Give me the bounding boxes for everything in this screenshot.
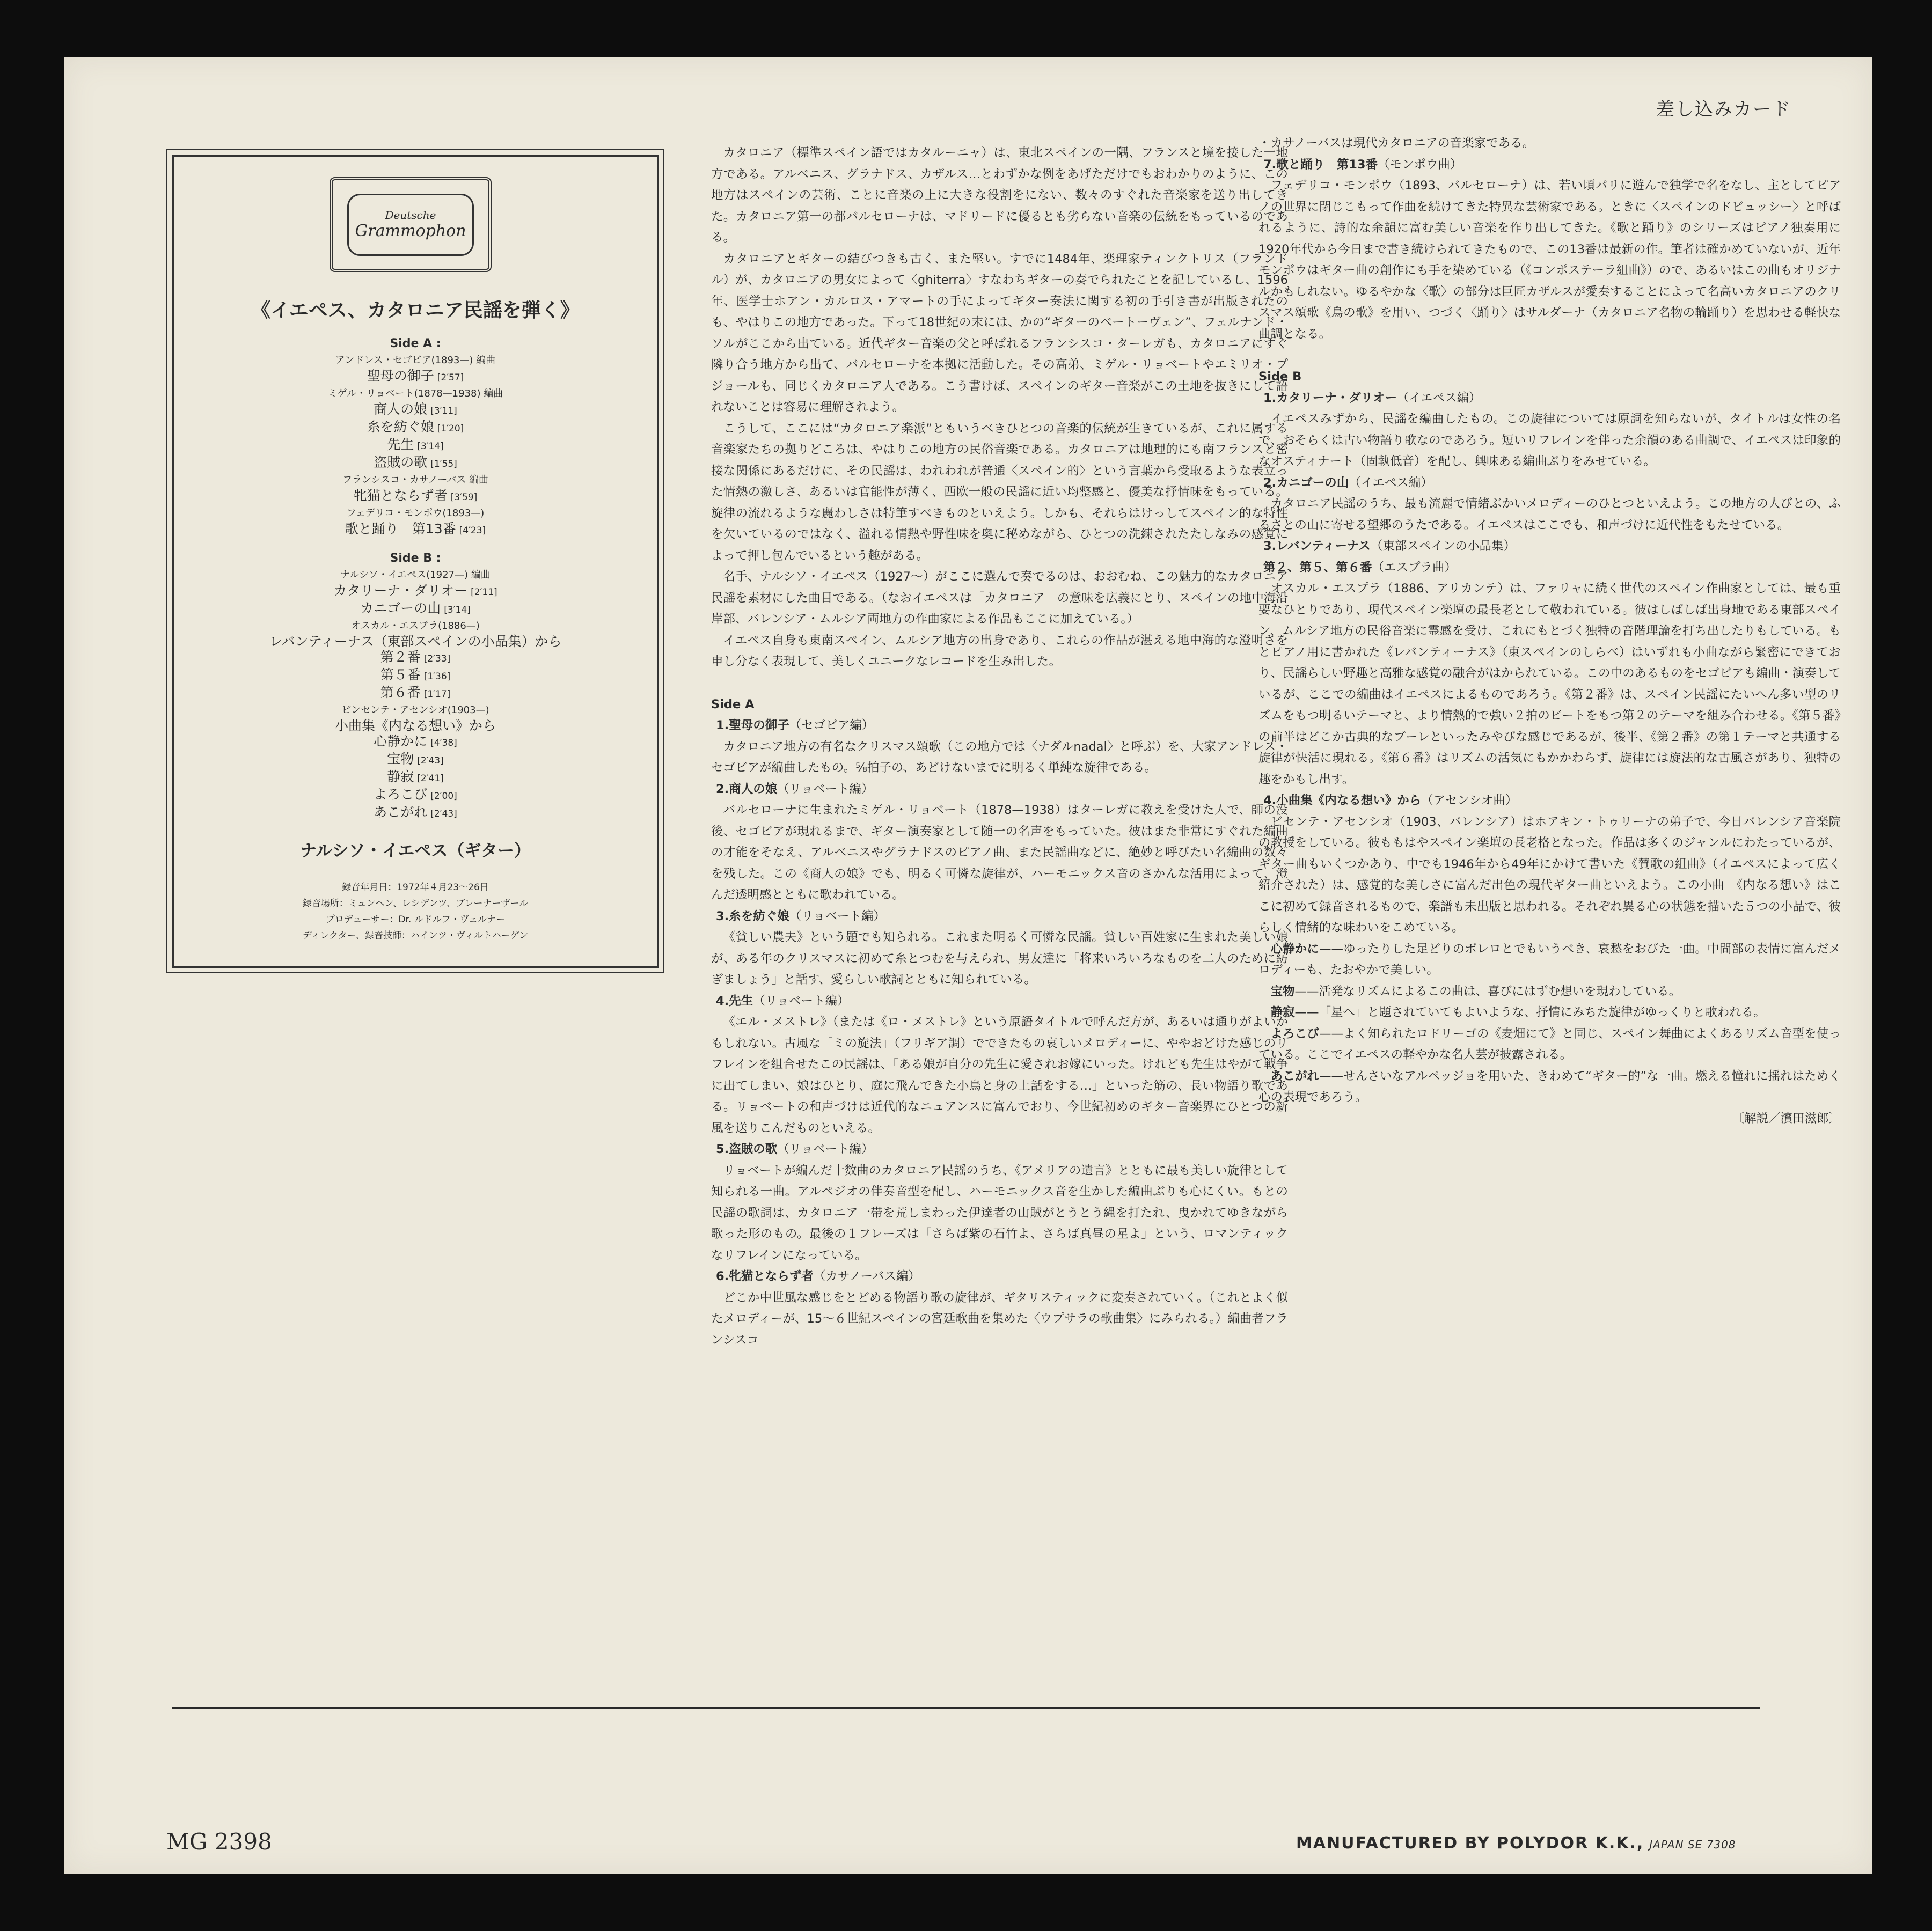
tracklist-piece [174,521,657,539]
tracklist-piece [174,685,657,702]
movement-title: あこがれ [1270,1069,1319,1083]
tracklist-arranger-text: フランシスコ・カサノーバス 編曲 [342,474,489,486]
tracklist-arranger-text: アンドレス・セゴビア(1893—) 編曲 [335,355,496,366]
section-heading [711,1266,1288,1288]
movement-title: 心静かに [1270,942,1320,956]
side-heading: Side A [711,697,755,711]
section-heading [711,906,1288,928]
section-title: 3.レバンティーナス [1263,539,1371,553]
tracklist-box [172,155,659,968]
tracklist-arranger [174,618,657,634]
section-heading [1258,473,1841,494]
paragraph: 名手、ナルシソ・イエペス（1927〜）がここに選んで奏でるのは、おおむね、この魅力的なカタロニア民謡を素材にした曲目である。（なおイエペスは「カタロニア」の意味を広義にとり、スペインの地中海沿岸部、バレンシア・ムルシア両地方の作曲家による作品もここに加えている。） [711,570,1288,626]
tracklist-piece [174,634,657,649]
tracklist-arranger-text: ビンセンテ・アセンシオ(1903—) [341,704,489,716]
manufacturer-name: MANUFACTURED BY POLYDOR K.K., [1296,1834,1644,1853]
tracklist-piece-text: 小曲集《内なる想い》から [334,718,496,733]
tracklist-piece [174,454,657,472]
track-duration: [1′17] [423,689,451,700]
tracklist-piece-text: カタリーナ・ダリオー [333,583,468,598]
movement-paragraph [1258,981,1841,1003]
track-duration: [2′00] [430,791,457,802]
section-title: 3.糸を紡ぐ娘 [716,909,789,923]
section-heading [1258,536,1841,557]
tracklist-piece-text: カニゴーの山 [360,600,441,616]
section-heading [1258,388,1841,409]
tracklist-gap [174,539,657,548]
tracklist-side [174,550,657,566]
movement-paragraph [1258,1002,1841,1024]
tracklist-piece [174,667,657,685]
manufacturer-code: JAPAN SE 7308 [1649,1838,1736,1851]
tracklist-arranger [174,702,657,718]
logo-line-1: Deutsche [385,209,436,222]
tracklist-piece-text: 商人の娘 [374,401,428,417]
tracklist-piece-text: 第２番 [380,649,421,665]
movement-text: ——よく知られたロドリーゴの《麦畑にて》と同じ、スペイン舞曲によくあるリズム音型を使っている。ここでイエペスの軽やかな名人芸が披露される。 [1258,1026,1841,1062]
movement-title: 宝物 [1270,984,1295,998]
recording-credits [174,879,657,944]
tracklist-arranger-text: オスカル・エスプラ(1886—) [351,620,480,632]
paragraph: カタロニア（標準スペイン語ではカタルーニャ）は、東北スペインの一隅、フランスと境を接した一地方である。アルベニス、グラナドス、カザルス…とわずかな例をあげただけでもおわかりのように、この地方はスペインの芸術、ことに音楽の上に大きな役割をにない、数々のすぐれた音楽家を送り出してきた。カタロニア第一の都バルセローナは、マドリードに優るとも劣らない音楽の伝統をもっているのである。 [711,146,1288,245]
recording-credit: 録音場所：ミュンヘン、レシデンツ、ブレーナーザール [302,898,529,909]
track-duration: [1′20] [437,423,464,434]
tracklist-arranger-text: ナルシソ・イエペス(1927—) 編曲 [340,569,491,581]
tracklist-side-text: Side B : [390,552,441,565]
movement-paragraph [1258,939,1841,981]
tracklist-piece-text: 歌と踊り 第13番 [345,521,456,537]
tracklist-arranger [174,386,657,401]
section-title: 4.小曲集《内なる想い》から [1263,794,1422,807]
tracklist-piece [174,718,657,733]
tracklist-piece-text: 静寂 [387,769,414,784]
catalog-number: MG 2398 [166,1829,272,1855]
section-heading [1258,155,1841,176]
section-subtitle: （東部スペインの小品集） [1370,539,1516,553]
track-duration: [1′55] [430,459,457,469]
section-heading [711,779,1288,801]
track-duration: [1′36] [423,671,451,682]
tracklist-piece-text: レバンティーナス（東部スペインの小品集）から [269,634,562,649]
section-heading [711,991,1288,1012]
paragraph: どこか中世風な感じをとどめる物語り歌の旋律が、ギタリスティックに変奏されていく。（これとよく似たメロディーが、15〜６世紀スペインの宮廷歌曲を集めた〈ウプサラの歌曲集〉にみられる。）編曲者フランシスコ [711,1290,1288,1347]
manufacturer-line [1296,1834,1736,1853]
section-heading [1258,790,1841,812]
tracklist-piece-text: 心静かに [374,733,428,749]
track-duration: [4′38] [430,738,457,748]
section-title: 6.牝猫とならず者 [716,1269,814,1283]
tracklist-piece [174,751,657,769]
liner-notes-column-2 [1258,133,1841,1129]
paragraph: カタロニアとギターの結びつきも古く、また堅い。すでに1484年、楽理家ティンクトリス（フランドル）が、カタロニアの男女によって〈ghiterra〉すなわちギターの奏でられたことを記しているし、1596年、医学士ホアン・カルロス・アマートの手によってギター奏法に関する初の手引き書が出版されたのも、やはりこの地方であった。下って18世紀の末には、かの“ギターのベートーヴェン”、フェルナンド・ソルがここから出ている。近代ギター音楽の父と呼ばれるフランシスコ・ターレガも、カタロニアにすぐ隣り合う地方から出て、バルセローナを本拠に活動した。その高弟、ミゲル・リョベートやエミリオ・プジョールも、同じくカタロニア人である。こう書けば、スペインのギター音楽がこの土地を抜きにして語れないことは容易に理解されよう。 [711,252,1288,414]
tracklist-arranger [174,472,657,488]
section-subtitle: （リョベート編） [777,1142,874,1156]
paragraph: イエペス自身も東南スペイン、ムルシア地方の出身であり、これらの作品が湛える地中海的な澄明さを申し分なく表現して、美しくユニークなレコードを生み出した。 [711,633,1288,669]
section-title: 1.カタリーナ・ダリオー [1263,391,1397,405]
section-subtitle: （アセンシオ曲） [1421,794,1518,807]
section-heading [711,1139,1288,1161]
tracklist-piece-text: 第６番 [380,685,421,700]
tracklist-piece-text: 宝物 [387,751,414,767]
paragraph: オスカル・エスプラ（1886、アリカンテ）は、ファリャに続く世代のスペイン作曲家としては、最も重要なひとりであり、現代スペイン楽壇の最長老として敬われている。彼はしばしば出身地である東部スペイン、ムルシア地方の民俗音楽に霊感を受け、これにもとづく独特の音階理論を打ち出したりもしている。もとピアノ用に書かれた《レバンティーナス》（東スペインのしらべ）はいずれも小曲ながら緊密にできており、民謡らしい野趣と高雅な感覚の融合がはかられている。この中のあるものをセゴビアも編曲・演奏しているが、ここでの編曲はイエペスによるものであろう。《第２番》は、スペイン民謡にたいへん多い型のリズムをもつ明るいテーマと、より情熱的で強い２拍のビートをもつ第２のテーマを組み合わせる。《第５番》の前半はどこか古典的なブーレといったみやびな感じであるが、後半、《第２番》の第１テーマと共通する旋律が快活に現れる。《第６番》はリズムの活気にもかかわらず、旋律には旋法的な古風さがあり、独特の趣をかもし出す。 [1258,582,1841,787]
section-title: 2.カニゴーの山 [1263,475,1349,490]
tracklist-arranger [174,505,657,521]
tracklist-piece [174,804,657,822]
tracklist-piece-text: 糸を紡ぐ娘 [367,419,434,435]
paragraph: ビセンテ・アセンシオ（1903、バレンシア）はホアキン・トゥリーナの弟子で、今日バレンシア音楽院の教授をしている。彼ももはやスペイン楽壇の長老格となった。作品は多くのジャンルにわたっているが、ギター曲もいくつかあり、中でも1946年から49年にかけて書いた《賛歌の組曲》（イエペスによって広く紹介された）は、感覚的な美しさに富んだ出色の現代ギター曲といえよう。この小曲 《内なる想い》はここに初めて録音されるもので、楽譜も未出版と思われる。それぞれ異る心の状態を描いた５つの小品で、彼らしく情緒的な味わいをこめている。 [1258,814,1841,935]
movement-text: ——活発なリズムによるこの曲は、喜びにはずむ想いを現わしている。 [1294,984,1681,998]
paragraph: フェデリコ・モンポウ（1893、バルセローナ）は、若い頃パリに遊んで独学で名をなし、主としてピアノの世界に閉じこもって作曲を続けてきた特異な芸術家である。ときに〈スペインのドビュッシー〉と呼ばれるように、詩的な余韻に富む美しい音楽を作り出してきた。《歌と踊り》のシリーズはピアノ独奏用に1920年代から今日まで書き続けられてきたもので、この13番は最新の作。筆者は確かめていないが、近年モンポウはギター曲の創作にも手を染めている（《コンポステーラ組曲》）ので、あるいはこの曲もオリジナルかもしれない。ゆるやかな〈歌〉の部分は巨匠カザルスが愛奏することによって名高いカタロニアのクリスマス頌歌《鳥の歌》を用い、つづく〈踊り〉はサルダーナ（カタロニア名物の輪踊り）を思わせる軽快な曲調となる。 [1258,179,1841,341]
track-duration: [2′11] [471,587,497,598]
author-credit: 〔解説／濱田滋郎〕 [1732,1111,1841,1126]
movement-text: ——ゆったりした足どりのボレロとでもいうべき、哀愁をおびた一曲。中間部の表情に富んだメロディーも、たおやかで美しい。 [1258,942,1841,977]
track-duration: [2′41] [417,773,444,784]
track-duration: [2′43] [417,755,444,766]
tracklist-items [174,336,657,822]
paragraph: 《貧しい農夫》という題でも知られる。これまた明るく可憐な民謡。貧しい百姓家に生まれた美しい娘が、ある年のクリスマスに初めて糸とつむを与えられ、男友達に「将来いろいろなものを二人のために紡ぎましょう」と話す、愛らしい歌詞とともに知られている。 [711,930,1288,987]
track-duration: [4′23] [459,525,486,536]
section-subtitle: （エスプラ曲） [1372,560,1457,575]
insert-card [64,57,1872,1874]
paragraph: こうして、ここには“カタロニア楽派”ともいうべきひとつの音楽的伝統が生きているが、これに属する音楽家たちの拠りどころは、やはりこの地方の民俗音楽である。カタロニアは地理的にも南フランスと密接な関係にあるだけに、その民謡は、われわれが普通〈スペイン的〉という言葉から受取るような表立った情熱の激しさ、あるいは官能性が薄く、西欧一般の民謡に近い均整感と、優美な抒情味をもっている。旋律の流れるような麗わしさは特筆すべきものといえよう。しかも、それらはけっしてスペイン的な特性を欠いているのではなく、溢れる情熱や野性味を奥に秘めながら、ひとつの洗練されたたしなみの感覚によって押し包んでいるという趣がある。 [711,421,1288,563]
section-subtitle: （リョベート編） [753,994,850,1008]
track-duration: [2′33] [423,654,451,664]
side-heading: Side B [1258,370,1302,384]
logo-line-2: Grammophon [355,222,466,240]
tracklist-piece [174,437,657,454]
tracklist-piece-text: 盗賊の歌 [374,454,428,470]
track-duration: [2′57] [437,372,464,383]
recording-credit: ディレクター、録音技師：ハインツ・ヴィルトハーゲン [302,930,529,941]
paragraph: イエペスみずから、民謡を編曲したもの。この旋律については原詞を知らないが、タイトルは女性の名で、おそらくは古い物語り歌なのであろう。短いリフレインを伴った余韻のある曲調で、イエペスは印象的なオスティナート（固執低音）を配し、興味ある編曲ぶりをみせている。 [1258,412,1841,468]
section-title: 第２、第５、第６番 [1263,560,1372,575]
tracklist-piece [174,419,657,437]
track-duration: [3′59] [450,492,478,503]
tracklist-piece-text: 牝猫とならず者 [353,488,448,503]
tracklist-piece [174,787,657,804]
divider-rule [172,1707,1760,1709]
section-title: 4.先生 [716,994,753,1008]
movement-paragraph [1258,1066,1841,1108]
paragraph: カタロニア民謡のうち、最も流麗で情緒ぶかいメロディーのひとつといえよう。この地方の人びとの、ふるさとの山に寄せる望郷のうたである。イエペスはここでも、和声づけに近代性をもたせている。 [1258,497,1841,532]
movement-text: ——せんさいなアルペッジョを用いた、きわめて“ギター的”な一曲。燃える憧れに揺れはためく心の表現であろう。 [1258,1069,1841,1104]
tracklist-body [174,334,657,944]
section-title: 2.商人の娘 [716,782,778,796]
logo-cartouche [347,194,474,256]
track-duration: [3′14] [444,605,471,615]
paragraph: リョベートが編んだ十数曲のカタロニア民謡のうち、《アメリアの遺言》とともに最も美しい旋律として知られる一曲。アルペジオの伴奏音型を配し、ハーモニックス音を生かした編曲ぶりも心にくい。もとの民謡の歌詞は、カタロニア一帯を荒しまわった伊達者の山賊がとうとう縄を打たれ、曳かれてゆきながら歌った形のもの。最後の１フレーズは「さらば紫の石竹よ、さらば真昼の星よ」という、ロマンティックなリフレインになっている。 [711,1163,1288,1262]
tracklist-piece [174,401,657,419]
section-heading [1258,557,1841,579]
tracklist-arranger-text: フェデリコ・モンポウ(1893—) [346,508,485,519]
tracklist-side-text: Side A : [390,337,441,350]
paragraph: カタロニア地方の有名なクリスマス頌歌（この地方では〈ナダルnadal〉と呼ぶ）を、大家アンドレス・セゴビアが編曲したもの。⅝拍子の、あどけないまでに明るく単純な旋律である。 [711,739,1288,775]
section-subtitle: （セゴビア編） [789,718,874,732]
section-subtitle: （モンポウ曲） [1378,157,1462,172]
track-duration: [3′11] [430,406,457,416]
track-duration: [3′14] [417,441,444,452]
card-label: 差し込みカード [1656,99,1791,120]
movement-paragraph [1258,1024,1841,1066]
paragraph: ・カサノーバスは現代カタロニアの音楽家である。 [1258,136,1535,150]
tracklist-piece-text: あこがれ [374,804,428,820]
liner-notes-column-1 [711,143,1288,1351]
section-subtitle: （カサノーバス編） [813,1269,920,1283]
tracklist-piece-text: 聖母の御子 [367,368,434,384]
performer: ナルシソ・イエペス（ギター） [299,841,531,861]
movement-text: ——「星へ」と題されていてもよいような、抒情にみちた旋律がゆっくりと歌われる。 [1294,1005,1766,1019]
recording-credit: プロデューサー：Dr. ルドルフ・ヴェルナー [325,914,506,925]
recording-credit: 録音年月日：1972年４月23〜26日 [342,882,489,893]
track-duration: [2′43] [430,809,457,819]
section-title: 1.聖母の御子 [716,718,789,732]
paragraph: 《エル・メストレ》（または《ロ・メストレ》という原語タイトルで呼んだ方が、あるいは通りがよいかもしれない。古風な「ミの旋法」（フリギア調）でできたもの哀しいメロディーに、ややおどけた感じのリフレインを組合せたこの民謡は、「ある娘が自分の先生に愛されお嫁にいった。けれども先生はやがて戦争に出てしまい、娘はひとり、庭に飛んできた小鳥と身の上話をする…」といった筋の、長い物語り歌である。リョベートの和声づけは近代的なニュアンスに富んでおり、今世紀初めのギター音楽界にひとつの新風を送りこんだものといえる。 [711,1015,1288,1135]
tracklist-piece [174,600,657,618]
section-subtitle: （イエペス編） [1349,475,1433,490]
tracklist-arranger [174,567,657,583]
tracklist-piece [174,488,657,505]
tracklist-piece [174,368,657,386]
tracklist-piece [174,649,657,667]
movement-title: よろこび [1270,1026,1319,1041]
section-title: 7.歌と踊り 第13番 [1263,157,1378,172]
section-subtitle: （イエペス編） [1396,391,1481,405]
section-title: 5.盗賊の歌 [716,1142,778,1156]
tracklist-piece [174,733,657,751]
section-heading [711,715,1288,737]
section-subtitle: （リョベート編） [789,909,886,923]
album-title: 《イエペス、カタロニア民謡を弾く》 [251,299,580,321]
tracklist-piece-text: よろこび [374,787,428,802]
tracklist-side [174,336,657,351]
tracklist-piece [174,583,657,600]
tracklist-arranger-text: ミゲル・リョベート(1878—1938) 編曲 [327,388,503,399]
tracklist-arranger [174,353,657,368]
paragraph: バルセローナに生まれたミゲル・リョベート（1878—1938）はターレガに教えを受けた人で、師の没後、セゴビアが現れるまで、ギター演奏家として随一の名声をもっていた。彼はまた非常にすぐれた編曲の才能をそなえ、アルベニスやグラナドスのピアノ曲、また民謡曲などに、絶妙と呼びたい名編曲の数々を残した。この《商人の娘》でも、明るく可憐な旋律が、ハーモニックス音のさかんな活用によって、澄んだ透明感とともに歌われている。 [711,803,1288,902]
tracklist-piece [174,769,657,787]
deutsche-grammophon-logo [330,177,492,272]
tracklist-piece-text: 第５番 [380,667,421,682]
movement-title: 静寂 [1270,1005,1295,1019]
section-subtitle: （リョベート編） [777,782,874,796]
tracklist-piece-text: 先生 [387,437,414,452]
